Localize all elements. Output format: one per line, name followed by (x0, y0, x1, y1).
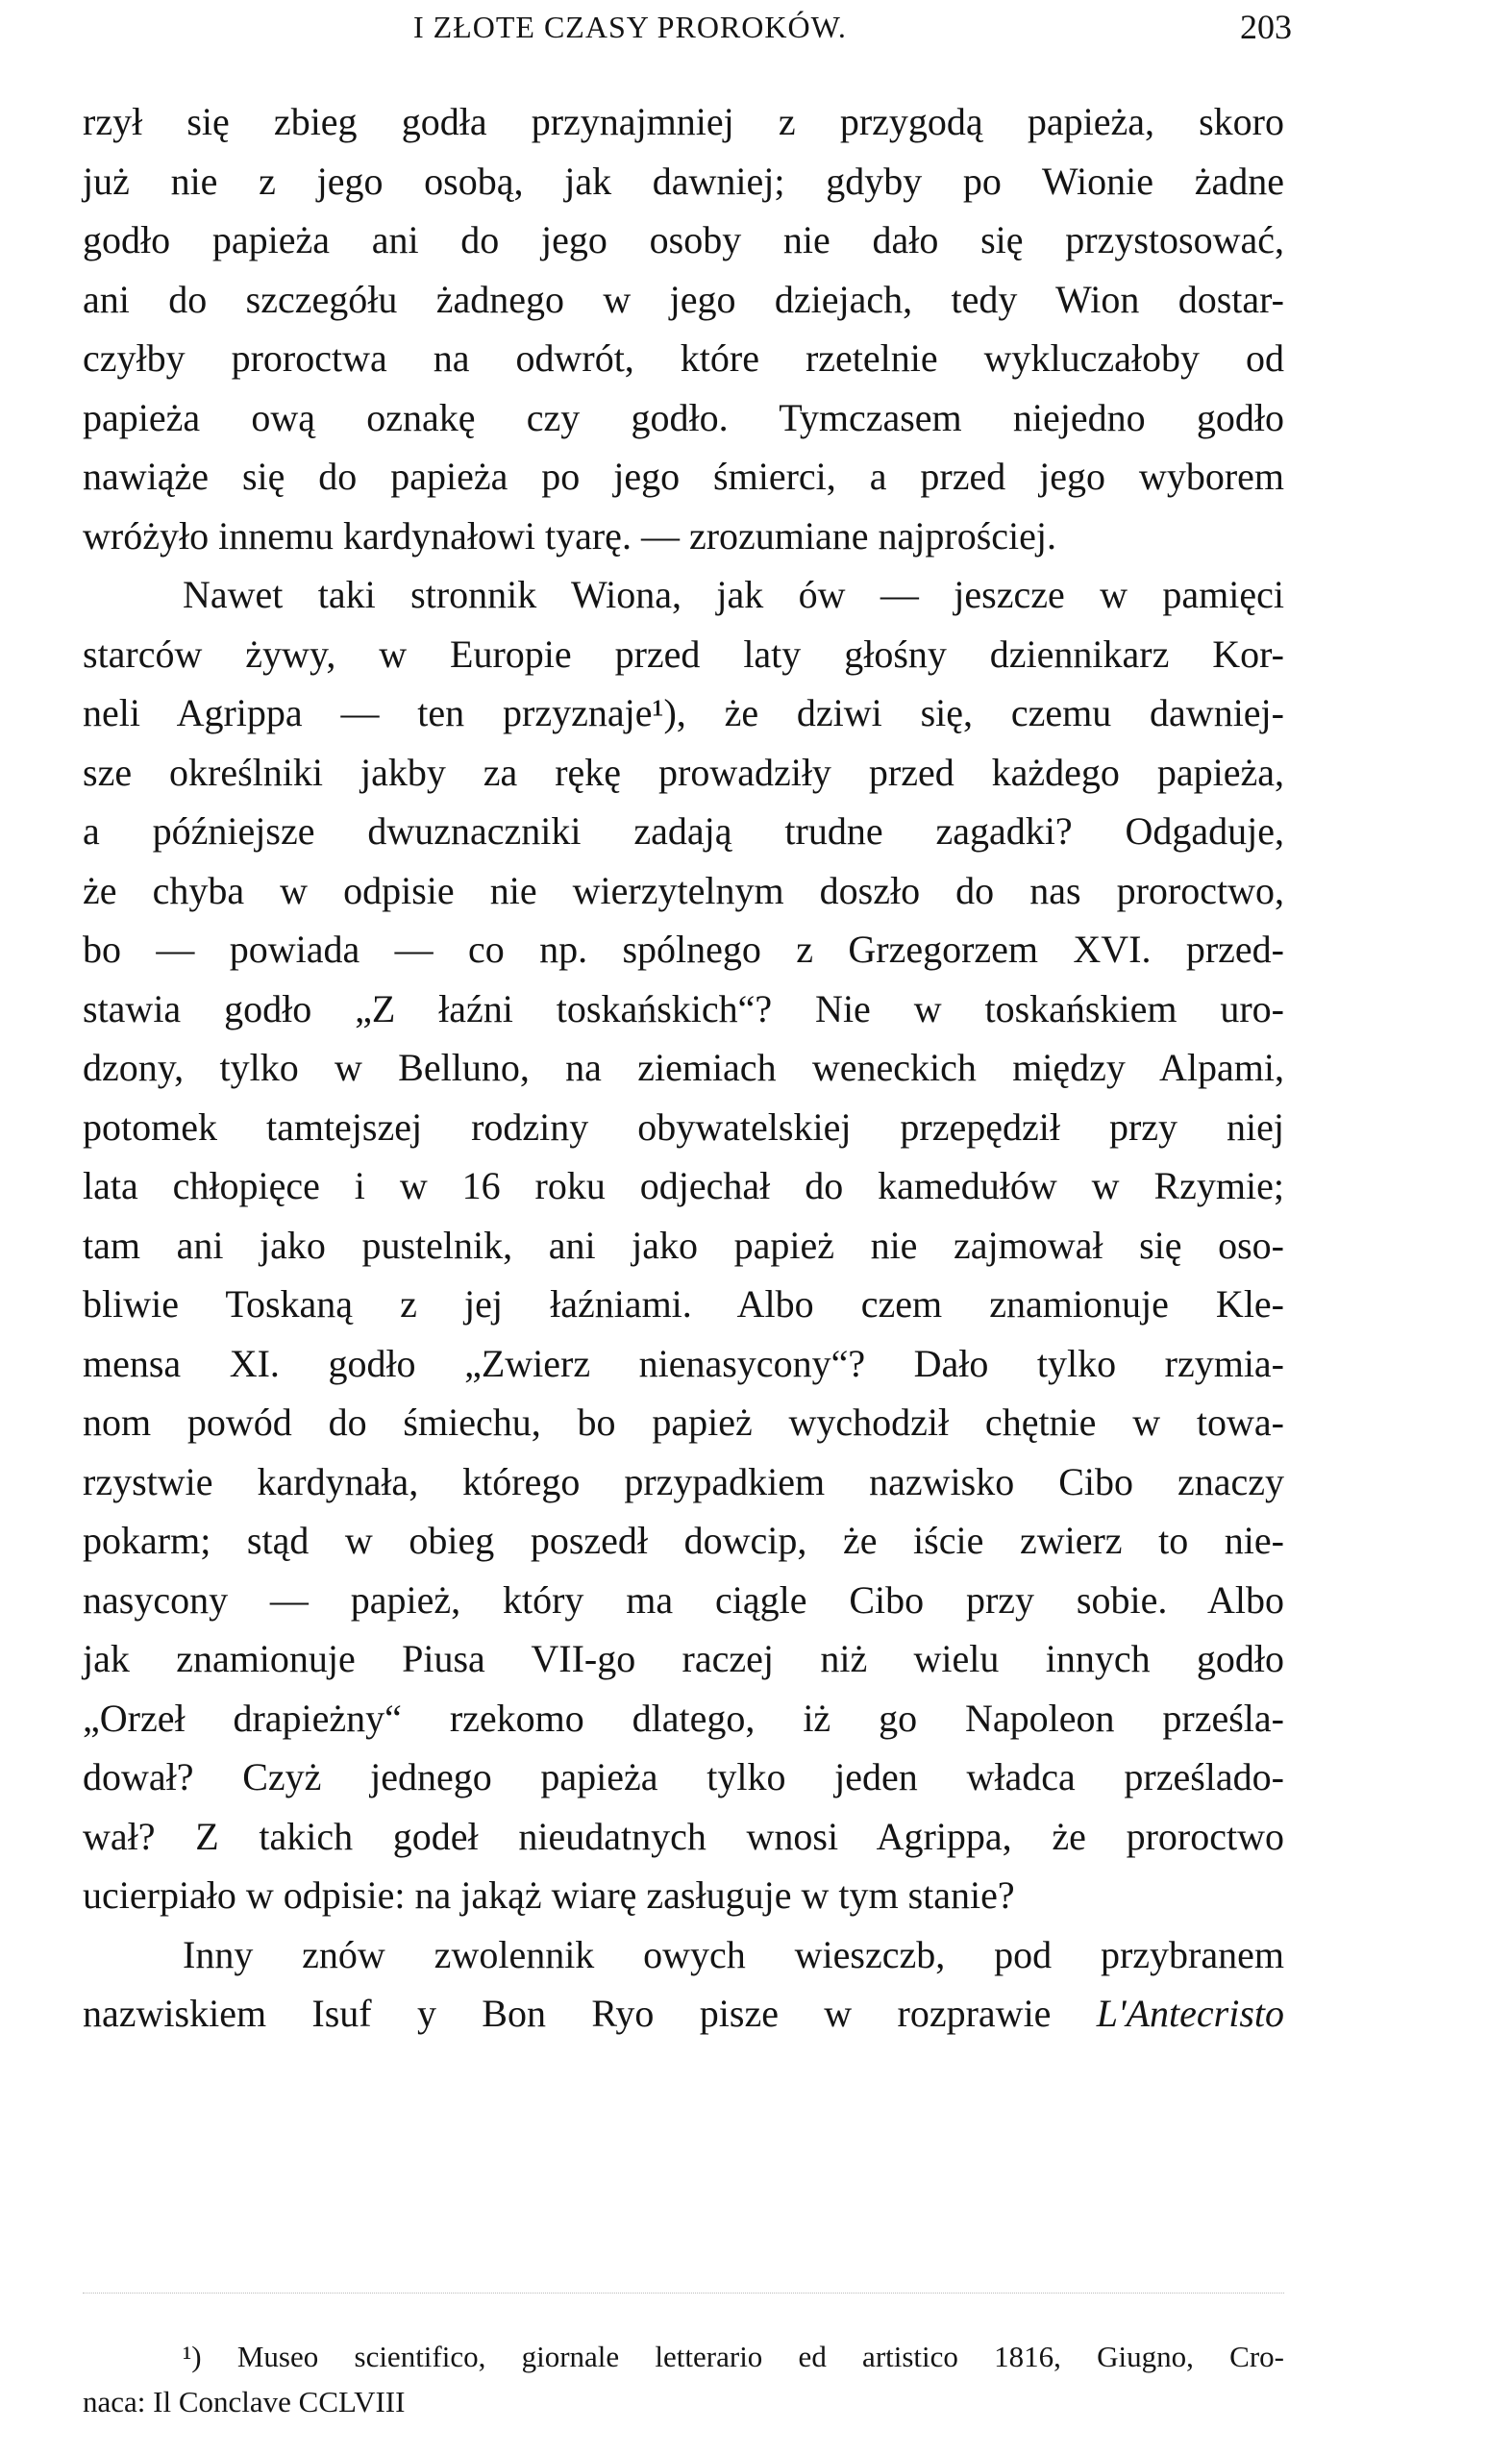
text-line: bo — powiada — co np. spólnego z Grzegorzem XVI. przed- (83, 928, 1284, 971)
text-line: starców żywy, w Europie przed laty głośny dziennikarz Kor- (83, 632, 1284, 676)
book-title: L'Antecristo (1096, 1992, 1284, 2035)
footnote-line: ¹) Museo scientifico, giornale letterario ed artistico 1816, Giugno, Cro- (183, 2340, 1284, 2373)
text-line: „Orzeł drapieżny“ rzekomo dlatego, iż go Napoleon prześla- (83, 1696, 1284, 1740)
text-line: pokarm; stąd w obieg poszedł dowcip, że iście zwierz to nie- (83, 1519, 1284, 1562)
paragraph-first-line: Nawet taki stronnik Wiona, jak ów — jeszcze w pamięci (183, 573, 1284, 616)
text-line: mensa XI. godło „Zwierz nienasycony“? Dało tylko rzymia- (83, 1341, 1284, 1385)
text-line: stawia godło „Z łaźni toskańskich“? Nie w toskańskiem uro- (83, 986, 1284, 1030)
text-line: wał? Z takich godeł nieudatnych wnosi Agrippa, że proroctwo (83, 1814, 1284, 1858)
text-line: jak znamionuje Piusa VII-go raczej niż wielu innych godło (83, 1637, 1284, 1680)
text-line: dzony, tylko w Belluno, na ziemiach weneckich między Alpami, (83, 1046, 1284, 1089)
text-line: ani do szczegółu żadnego w jego dziejach, tedy Wion dostar- (83, 277, 1284, 321)
text-line: że chyba w odpisie nie wierzytelnym doszło do nas proroctwo, (83, 868, 1284, 912)
text-line: potomek tamtejszej rodziny obywatelskiej przepędził przy niej (83, 1104, 1284, 1149)
footnote-divider (83, 2293, 1284, 2294)
text-line: już nie z jego osobą, jak dawniej; gdyby po Wionie żadne (83, 159, 1284, 203)
text-line: nom powód do śmiechu, bo papież wychodził chętnie w towa- (83, 1401, 1284, 1444)
running-head (0, 4, 1512, 50)
footnotes (83, 2334, 1284, 2424)
text-line: tam ani jako pustelnik, ani jako papież nie zajmował się oso- (83, 1223, 1284, 1267)
footnote-line: naca: Il Conclave CCLVIII (83, 2385, 406, 2418)
text-line: bliwie Toskaną z jej łaźniami. Albo czem znamionuje Kle- (83, 1282, 1284, 1326)
text-line: a późniejsze dwuznaczniki zadają trudne zagadki? Odgaduje, (83, 809, 1284, 853)
page-number: 203 (1240, 8, 1292, 46)
paragraph-first-line: Inny znów zwolennik owych wieszczb, pod przybranem (183, 1932, 1284, 1976)
text-line: nasycony — papież, który ma ciągle Cibo przy sobie. Albo (83, 1577, 1284, 1622)
running-title: I ZŁOTE CZASY PROROKÓW. (413, 10, 847, 44)
text-line: godło papieża ani do jego osoby nie dało się przystosować, (83, 218, 1284, 261)
text-line: ucierpiało w odpisie: na jakąż wiarę zasługuje w tym stanie? (83, 1873, 1015, 1917)
text-line: rzystwie kardynała, którego przypadkiem nazwisko Cibo znaczy (83, 1459, 1284, 1503)
text-line: nazwiskiem Isuf y Bon Ryo pisze w rozprawie L'Antecristo (83, 1992, 1284, 2035)
text-line: papieża ową oznakę czy godło. Tymczasem niejedno godło (83, 395, 1284, 439)
text-line: wróżyło innemu kardynałowi tyarę. — zrozumiane najprościej. (83, 513, 1056, 558)
text-line: dował? Czyż jednego papieża tylko jeden władca prześlado- (83, 1755, 1284, 1798)
body-text (83, 92, 1284, 2044)
text-line: czyłby proroctwa na odwrót, które rzetelnie wykluczałoby od (83, 336, 1284, 380)
text-line: sze określniki jakby za rękę prowadziły przed każdego papieża, (83, 750, 1284, 794)
text-line: rzył się zbieg godła przynajmniej z przygodą papieża, skoro (83, 100, 1284, 143)
text-line: nawiąże się do papieża po jego śmierci, a przed jego wyborem (83, 455, 1284, 498)
text-line: neli Agrippa — ten przyznaje¹), że dziwi się, czemu dawniej- (83, 691, 1284, 734)
text-line: lata chłopięce i w 16 roku odjechał do kamedułów w Rzymie; (83, 1164, 1284, 1207)
